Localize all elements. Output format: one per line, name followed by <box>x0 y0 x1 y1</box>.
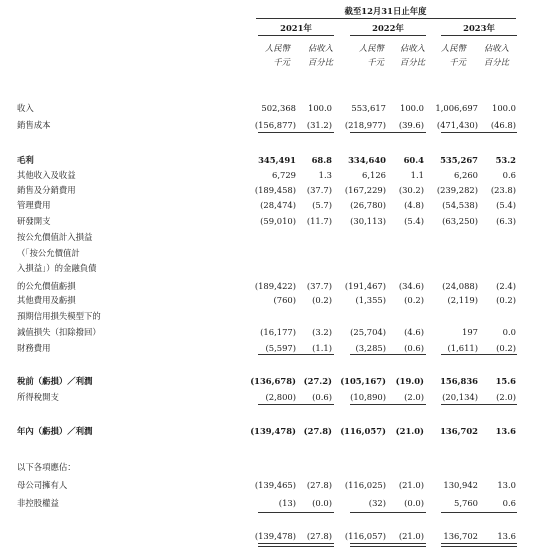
row-value: (0.0) <box>312 498 332 508</box>
row-value: 0.0 <box>502 327 516 337</box>
row-label: 毛利 <box>17 155 34 165</box>
row-value: (1,355) <box>355 295 386 305</box>
row-label: 管理費用 <box>17 200 51 210</box>
unit-pct-1-2023: 佔收入 <box>483 43 509 53</box>
unit-currency-1-2022: 人民幣 <box>358 43 384 53</box>
row-value: 156,836 <box>440 376 478 386</box>
row-label: 其他費用及虧損 <box>17 295 76 305</box>
row-value: (34.6) <box>398 281 424 291</box>
rule-expenses-2022 <box>350 354 426 355</box>
row-value: (116,057) <box>344 531 386 541</box>
row-value: (156,877) <box>254 120 296 130</box>
year-underline-2023 <box>441 35 517 36</box>
row-value: 100.0 <box>400 103 424 113</box>
row-label: 年內（虧損）／利潤 <box>17 426 93 436</box>
unit-pct-2-2021: 百分比 <box>307 57 333 67</box>
row-value: 13.6 <box>497 531 516 541</box>
row-value: (54,538) <box>442 200 478 210</box>
row-value: (4.6) <box>404 327 424 337</box>
unit-currency-2-2022: 千元 <box>367 57 384 67</box>
row-value: 334,640 <box>348 155 386 165</box>
row-value: 553,617 <box>351 103 386 113</box>
row-value: (139,478) <box>254 531 296 541</box>
row-value: 197 <box>462 327 478 337</box>
row-value: (10,890) <box>350 392 386 402</box>
row-value: (139,478) <box>250 426 296 436</box>
double-rule-2022 <box>350 543 426 547</box>
row-label: 非控股權益 <box>17 498 59 508</box>
rule-cost-2021 <box>258 132 334 133</box>
row-value: 0.6 <box>502 498 516 508</box>
year-header-2021: 2021年 <box>280 23 312 33</box>
row-label: 財務費用 <box>17 343 51 353</box>
row-value: 0.6 <box>502 170 516 180</box>
row-value: (0.2) <box>404 295 424 305</box>
row-value: (1,611) <box>447 343 478 353</box>
row-value: 53.2 <box>495 155 516 165</box>
rule-tax-2022 <box>350 404 426 405</box>
rule-cost-2022 <box>350 132 426 133</box>
row-value: (189,458) <box>254 185 296 195</box>
row-label: 減值損失（扣除撥回） <box>17 327 101 337</box>
row-value: 100.0 <box>308 103 332 113</box>
row-value: (23.8) <box>490 185 516 195</box>
unit-pct-2-2023: 百分比 <box>483 57 509 67</box>
unit-pct-1-2021: 佔收入 <box>307 43 333 53</box>
row-value: (13) <box>278 498 296 508</box>
row-value: (16,177) <box>260 327 296 337</box>
row-value: (32) <box>368 498 386 508</box>
row-label: 稅前（虧損）／利潤 <box>17 376 93 386</box>
year-header-2022: 2022年 <box>372 23 404 33</box>
row-value: (191,467) <box>344 281 386 291</box>
rule-attrib-2022 <box>350 512 426 513</box>
row-value: (26,780) <box>350 200 386 210</box>
period-header: 截至12月31日止年度 <box>344 6 427 16</box>
row-value: (3,285) <box>355 343 386 353</box>
row-value: 1,006,697 <box>435 103 478 113</box>
row-value: (167,229) <box>344 185 386 195</box>
row-label: （「按公允價值計 <box>17 248 80 258</box>
row-label: 入損益」）的金融負債 <box>17 263 97 273</box>
row-value: (218,977) <box>344 120 386 130</box>
row-value: (27.2) <box>303 376 332 386</box>
row-value: (2,800) <box>265 392 296 402</box>
row-value: (2.0) <box>496 392 516 402</box>
row-value: (0.0) <box>404 498 424 508</box>
unit-currency-2-2021: 千元 <box>273 57 290 67</box>
row-value: (21.0) <box>398 480 424 490</box>
row-value: (27.8) <box>306 480 332 490</box>
row-value: (27.8) <box>303 426 332 436</box>
row-label: 的公允價值虧損 <box>17 281 76 291</box>
row-value: 5,760 <box>454 498 478 508</box>
row-value: (21.0) <box>395 426 424 436</box>
row-value: (0.6) <box>312 392 332 402</box>
row-value: (239,282) <box>436 185 478 195</box>
row-label: 以下各項應佔： <box>17 462 76 472</box>
double-rule-2021 <box>258 543 334 547</box>
row-value: 15.6 <box>495 376 516 386</box>
row-value: (63,250) <box>442 216 478 226</box>
row-value: 6,126 <box>362 170 386 180</box>
row-value: 130,942 <box>443 480 478 490</box>
row-label: 其他收入及收益 <box>17 170 76 180</box>
rule-expenses-2021 <box>258 354 334 355</box>
row-value: (37.7) <box>306 185 332 195</box>
row-value: (11.7) <box>306 216 332 226</box>
row-value: (39.6) <box>398 120 424 130</box>
rule-tax-2021 <box>258 404 334 405</box>
row-value: (471,430) <box>436 120 478 130</box>
row-label: 按公允價值計入損益 <box>17 232 93 242</box>
row-value: (25,704) <box>350 327 386 337</box>
row-value: (116,025) <box>344 480 386 490</box>
year-underline-2021 <box>258 35 334 36</box>
row-value: 6,260 <box>454 170 478 180</box>
row-value: (760) <box>273 295 296 305</box>
row-value: (20,134) <box>442 392 478 402</box>
row-value: (5.7) <box>312 200 332 210</box>
unit-currency-1-2023: 人民幣 <box>440 43 466 53</box>
row-value: (28,474) <box>260 200 296 210</box>
unit-currency-2-2023: 千元 <box>449 57 466 67</box>
row-value: (189,422) <box>254 281 296 291</box>
row-value: 100.0 <box>492 103 516 113</box>
row-value: (46.8) <box>490 120 516 130</box>
double-rule-2023 <box>441 543 517 547</box>
year-header-2023: 2023年 <box>463 23 495 33</box>
row-value: 1.1 <box>410 170 424 180</box>
unit-pct-1-2022: 佔收入 <box>399 43 425 53</box>
row-value: (30,113) <box>350 216 386 226</box>
row-label: 銷售成本 <box>17 120 51 130</box>
row-value: (2.0) <box>404 392 424 402</box>
row-value: (0.6) <box>404 343 424 353</box>
row-value: (2,119) <box>447 295 478 305</box>
row-label: 預期信用損失模型下的 <box>17 311 101 321</box>
rule-expenses-2023 <box>441 354 517 355</box>
row-value: 1.3 <box>318 170 332 180</box>
unit-currency-1-2021: 人民幣 <box>264 43 290 53</box>
row-value: (1.1) <box>312 343 332 353</box>
row-value: 13.0 <box>497 480 516 490</box>
row-value: (24,088) <box>442 281 478 291</box>
row-value: (2.4) <box>496 281 516 291</box>
row-value: (21.0) <box>398 531 424 541</box>
row-value: (0.2) <box>496 343 516 353</box>
row-value: (30.2) <box>398 185 424 195</box>
row-value: (31.2) <box>306 120 332 130</box>
rule-tax-2023 <box>441 404 517 405</box>
row-value: 6,729 <box>272 170 296 180</box>
row-value: 502,368 <box>261 103 296 113</box>
row-label: 母公司擁有人 <box>17 480 68 490</box>
row-value: (139,465) <box>254 480 296 490</box>
row-value: (0.2) <box>312 295 332 305</box>
year-underline-2022 <box>350 35 426 36</box>
row-value: (6.3) <box>496 216 516 226</box>
rule-attrib-2021 <box>258 512 334 513</box>
row-value: 68.8 <box>311 155 332 165</box>
row-value: (19.0) <box>395 376 424 386</box>
row-label: 所得稅開支 <box>17 392 59 402</box>
row-value: (0.2) <box>496 295 516 305</box>
row-label: 研發開支 <box>17 216 51 226</box>
row-value: (3.2) <box>312 327 332 337</box>
row-value: (105,167) <box>340 376 386 386</box>
rule-attrib-2023 <box>441 512 517 513</box>
row-value: (27.8) <box>306 531 332 541</box>
row-value: (116,057) <box>340 426 386 436</box>
row-value: (4.8) <box>404 200 424 210</box>
row-value: (5,597) <box>265 343 296 353</box>
period-underline <box>256 18 516 19</box>
row-label: 收入 <box>17 103 34 113</box>
row-value: 345,491 <box>258 155 296 165</box>
unit-pct-2-2022: 百分比 <box>399 57 425 67</box>
rule-cost-2023 <box>441 132 517 133</box>
row-value: (37.7) <box>306 281 332 291</box>
row-value: 535,267 <box>440 155 478 165</box>
row-label: 銷售及分銷費用 <box>17 185 76 195</box>
row-value: (5.4) <box>404 216 424 226</box>
row-value: 13.6 <box>495 426 516 436</box>
row-value: (59,010) <box>260 216 296 226</box>
row-value: (5.4) <box>496 200 516 210</box>
row-value: (136,678) <box>250 376 296 386</box>
row-value: 136,702 <box>440 426 478 436</box>
row-value: 60.4 <box>403 155 424 165</box>
row-value: 136,702 <box>443 531 478 541</box>
